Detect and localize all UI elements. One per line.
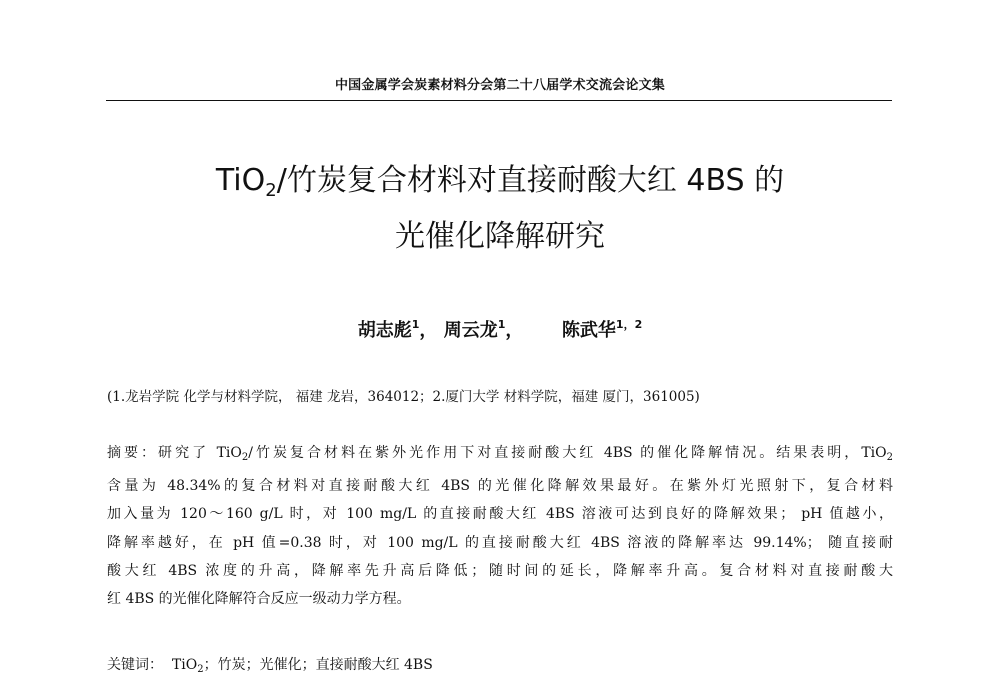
proceedings-header: 中国金属学会炭素材料分会第二十八届学术交流会论文集 [334,78,665,93]
abstract-line: 含量为 48.34%的复合材料对直接耐酸大红 4BS 的光催化降解效果最好。在紫外灯光照射下，复合材料 [107,478,893,495]
author-name: 周云龙 [443,320,498,341]
abstract-line [107,439,893,472]
paper-title-line-2: 光催化降解研究 [395,219,605,254]
keywords-rest: ；竹炭；光催化；直接耐酸大红 4BS [203,657,433,673]
header-rule [106,100,892,101]
keywords-label: 关键词： [107,657,163,673]
formula-subscript: 2 [197,664,204,675]
author-affil-mark: 1 [411,318,420,331]
affiliations: (1.龙岩学院 化学与材料学院， 福建 龙岩，364012；2.厦门大学 材料学院，福建 厦门，361005) [107,389,700,405]
abstract-text: /竹炭复合材料在紫外光作用下对直接耐酸大红 4BS 的催化降解情况。结果表明，TiO [248,445,887,461]
keyword-formula: TiO [171,657,198,673]
author-affil-mark: 1，2 [615,318,643,331]
author-separator: ， [419,320,438,341]
author-separator: ， [505,320,524,341]
author-list [0,316,1000,342]
author-name: 陈武华 [561,320,616,341]
title-formula-subscript: 2 [265,180,277,201]
abstract-text: 摘要：研究了 TiO [107,445,242,461]
abstract-line: 降解率越好，在 pH 值=0.38 时，对 100 mg/L 的直接耐酸大红 4BS 溶液的降解率达 99.14%； 随直接耐 [107,534,893,551]
title-text-1: /竹炭复合材料对直接耐酸大红 4BS 的 [276,163,785,198]
title-formula: TiO [215,163,266,198]
paper-title-line-1 [0,163,1000,201]
author-name: 胡志彪 [357,320,412,341]
abstract-line: 红 4BS 的光催化降解符合反应一级动力学方程。 [107,591,411,608]
formula-subscript: 2 [886,452,893,463]
formula-subscript: 2 [241,452,249,463]
author-affil-mark: 1 [497,318,506,331]
abstract [107,439,893,613]
abstract-line: 酸大红 4BS 浓度的升高，降解率先升高后降低；随时间的延长，降解率升高。复合材料对直接耐酸大 [107,562,893,579]
abstract-line: 加入量为 120～160 g/L 时，对 100 mg/L 的直接耐酸大红 4BS 溶液可达到良好的降解效果； pH 值越小， [107,506,893,523]
keywords [107,654,433,675]
